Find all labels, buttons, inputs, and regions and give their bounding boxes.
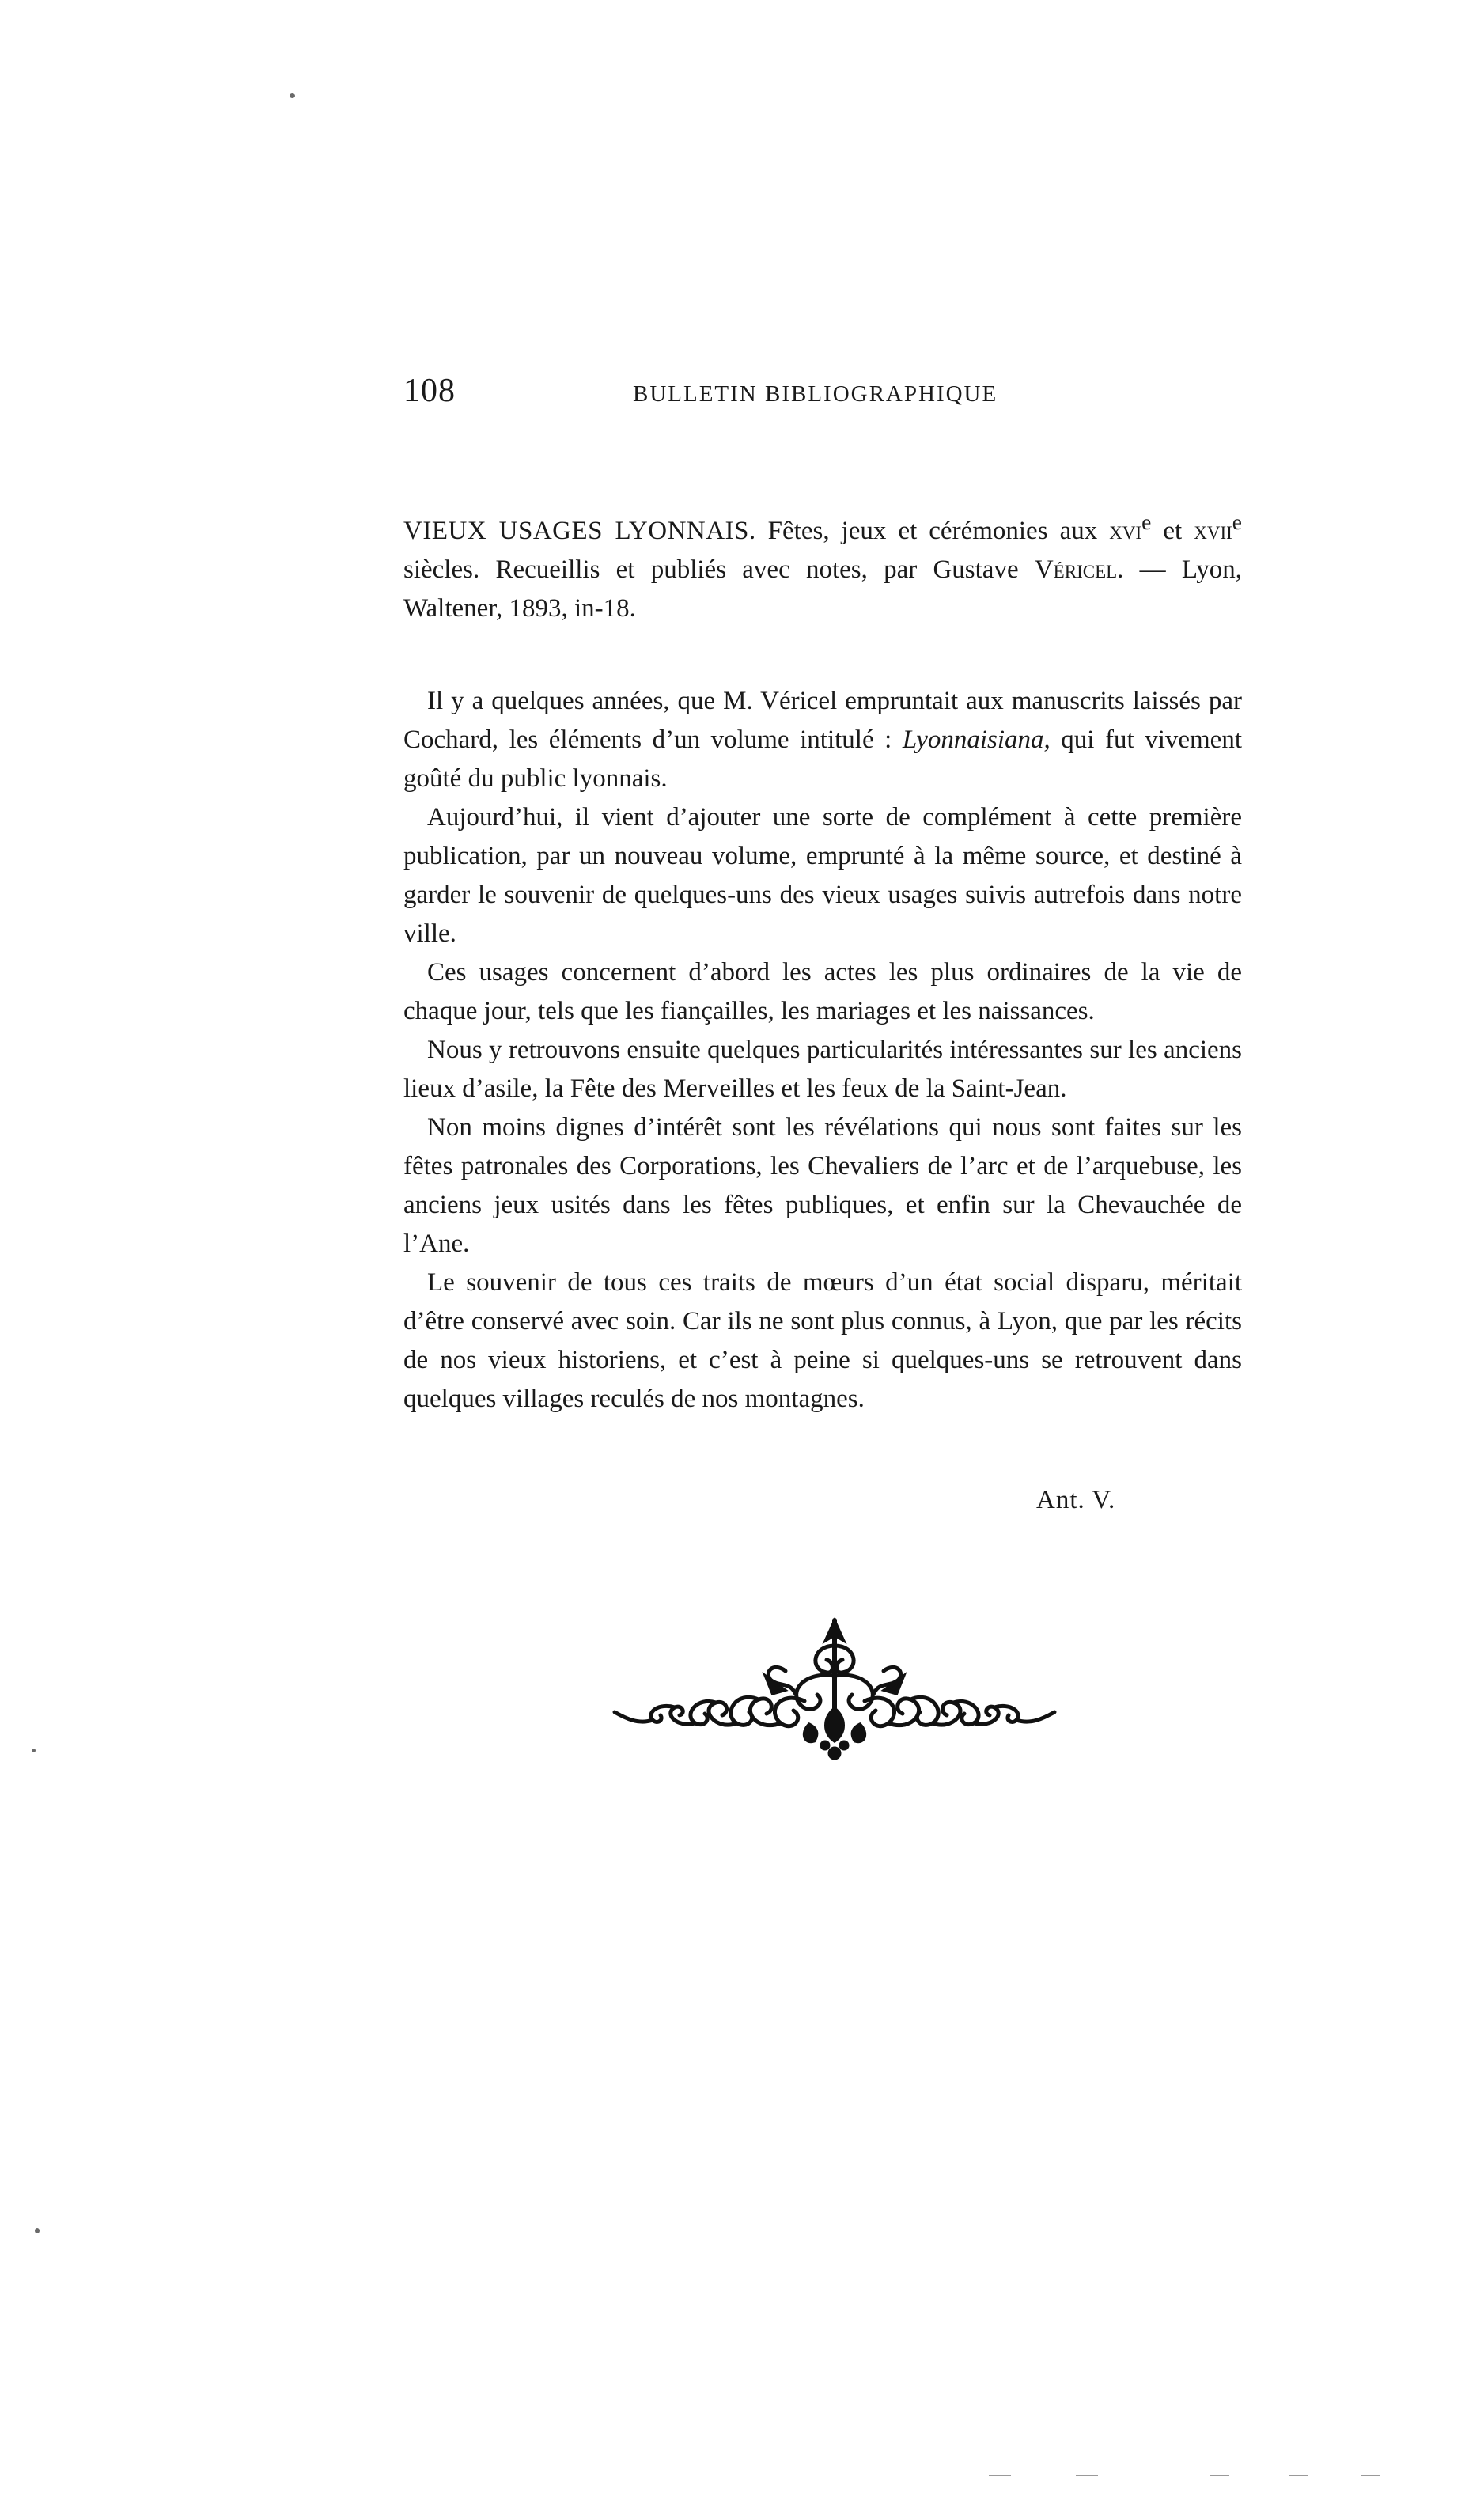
running-title: BULLETIN BIBLIOGRAPHIQUE [633,381,998,407]
bibliographic-entry [403,502,1242,628]
century-numeral: xvii [1194,517,1232,545]
century-numeral: xvi [1109,517,1142,545]
entry-author: Véricel [1034,555,1118,584]
paragraph: Non moins dignes d’intérêt sont les révélations qui nous sont faites sur les fêtes patronales des Corporations, les Chevaliers de l’arc et de l’arquebuse, les anciens jeux usités dans les fêtes publiques, et enfin sur la Chevauchée de l’Ane. [403,1113,1242,1258]
edge-mark [1361,2475,1380,2476]
entry-description: siècles. Recueillis et publiés avec notes, par Gustave [403,555,1035,584]
edge-mark [989,2475,1011,2476]
entry-description: et [1151,517,1194,545]
print-speck [32,1749,36,1752]
edge-mark [1289,2475,1308,2476]
print-speck [35,2228,40,2233]
paragraph-text: qui fut vivement goûté du public lyonnais. [403,726,1242,793]
century-superscript: e [1232,510,1242,534]
print-speck [290,93,295,98]
century-superscript: e [1141,510,1152,534]
paragraph: Nous y retrouvons ensuite quelques particularités intéressantes sur les anciens lieux d’asile, la Fête des Merveilles et les feux de la Saint-Jean. [403,1036,1242,1103]
running-head [403,372,1250,419]
paragraph: Aujourd’hui, il vient d’ajouter une sorte de complément à cette première publication, par un nouveau volume, emprunté à la même source, et destiné à garder le souvenir de quelques-uns des vieux usages suivis autrefois dans notre ville. [403,803,1242,948]
page-number: 108 [403,373,456,409]
paragraph-text: Il y a quelques années, que M. Véricel empruntait aux manuscrits laissés par Cochard, les éléments d’un volume intitulé : [403,687,1242,754]
entry-publication: . — Lyon, Waltener, 1893, in-18. [403,555,1242,623]
paragraph [403,682,1242,798]
edge-mark [1076,2475,1098,2476]
edge-mark [1210,2475,1229,2476]
signature: Ant. V. [1036,1486,1116,1514]
review-text [403,502,1242,1419]
fleuron-ornament [597,1614,1072,1772]
entry-title: VIEUX USAGES LYONNAIS. [403,517,756,545]
entry-description: Fêtes, jeux et cérémonies aux [755,517,1110,545]
work-title: Lyonnaisiana, [902,726,1051,754]
paragraph: Le souvenir de tous ces traits de mœurs d’un état social disparu, méritait d’être conservé avec soin. Car ils ne sont plus connus, à Lyon, que par les récits de nos vieux historiens, et c’est à peine si quelques-uns se retrouvent dans quelques villages reculés de nos montagnes. [403,1268,1242,1413]
paragraph: Ces usages concernent d’abord les actes les plus ordinaires de la vie de chaque jour, tels que les fiançailles, les mariages et les naissances. [403,958,1242,1025]
